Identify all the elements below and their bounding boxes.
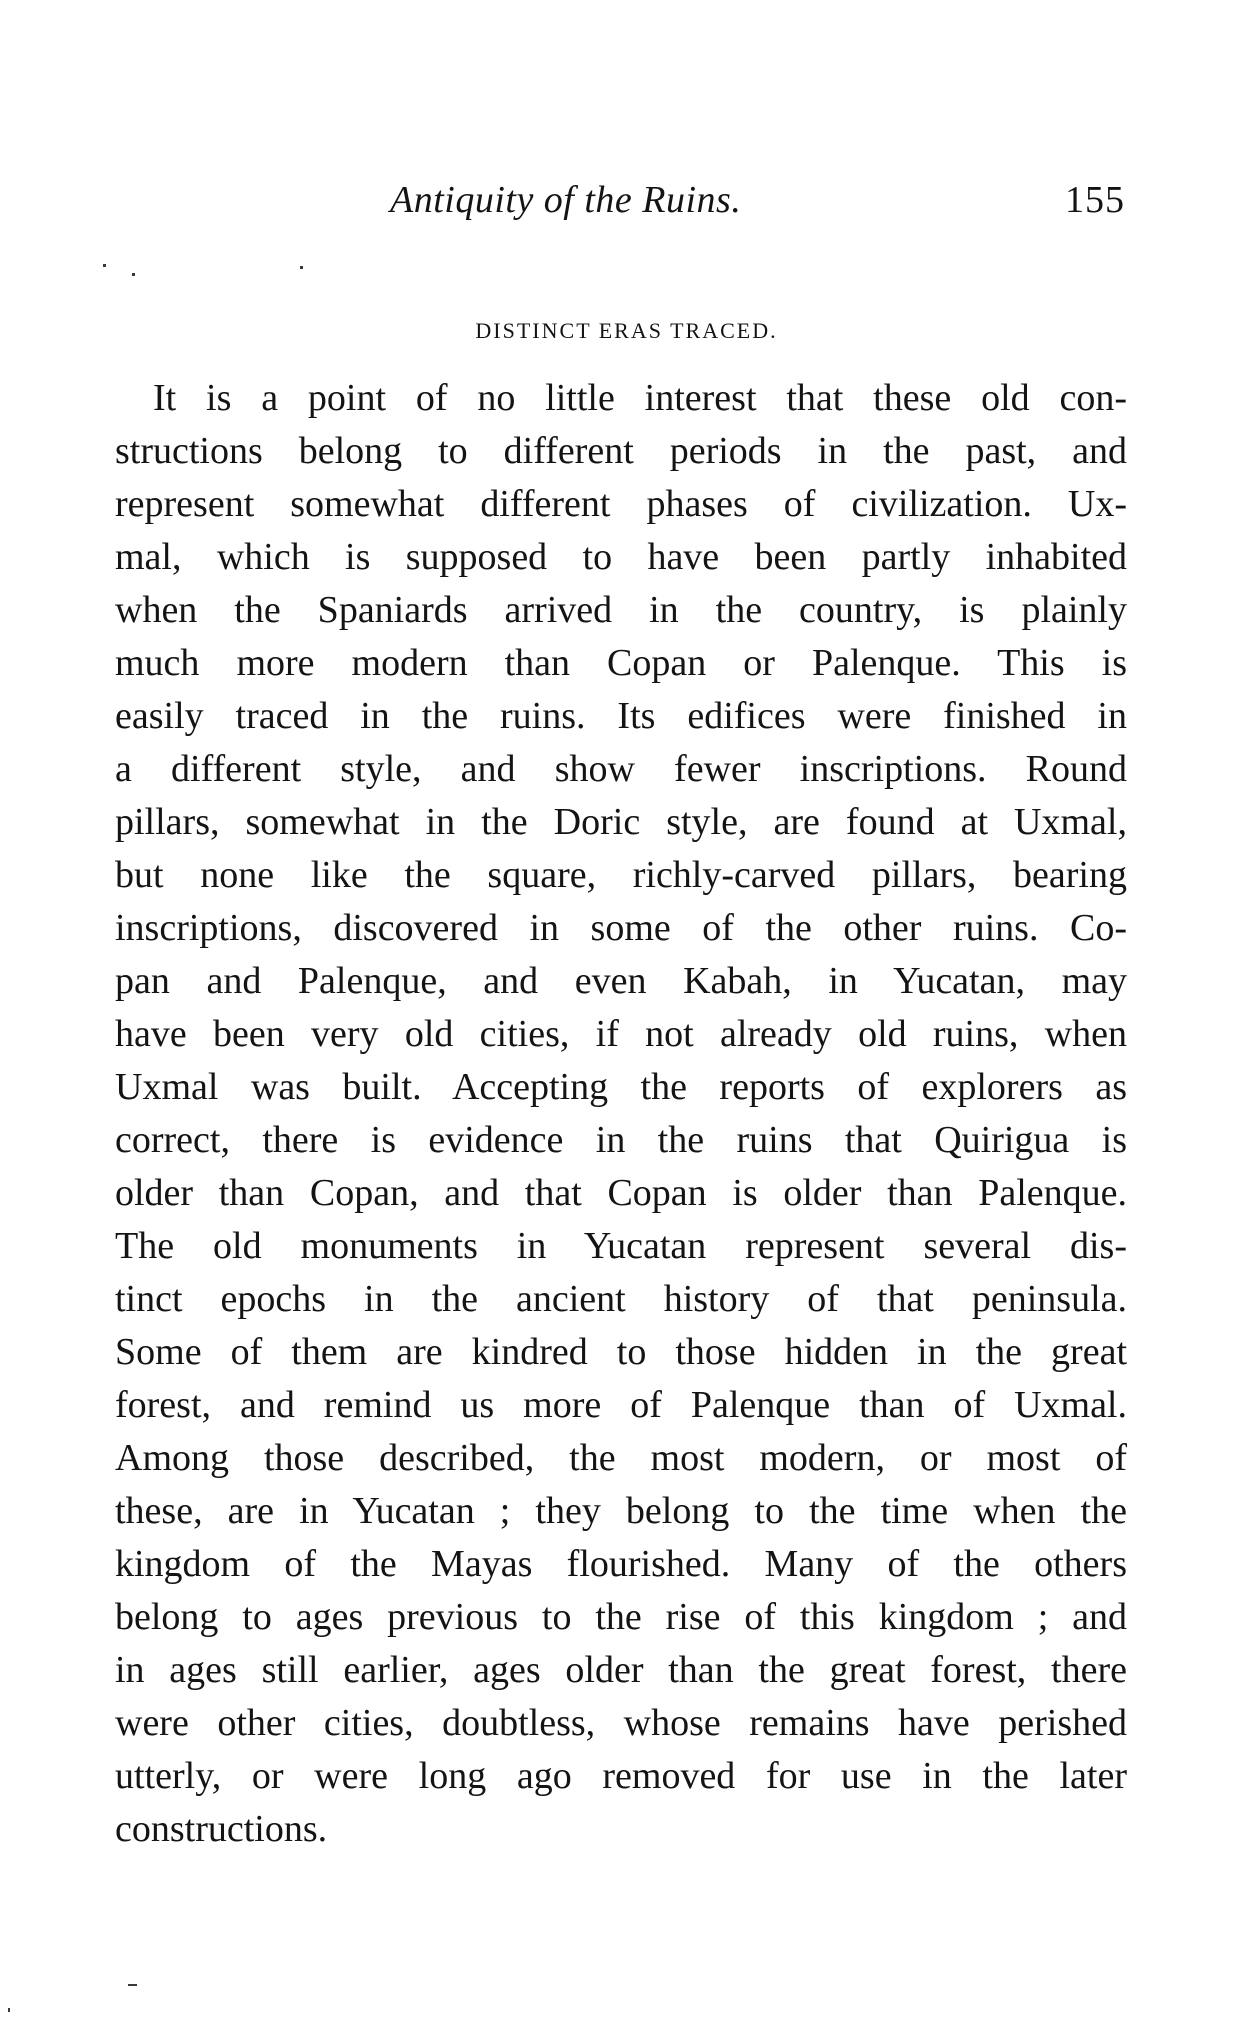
text-line: these, are in Yucatan ; they belong to the time when the bbox=[115, 1490, 1127, 1532]
scan-speck bbox=[8, 2008, 10, 2012]
text-line: inscriptions, discovered in some of the other ruins. Co- bbox=[115, 907, 1127, 949]
text-line: pillars, somewhat in the Doric style, are found at Uxmal, bbox=[115, 801, 1127, 843]
page-number: 155 bbox=[1065, 179, 1125, 221]
text-line: The old monuments in Yucatan represent several dis- bbox=[115, 1225, 1127, 1267]
text-line: mal, which is supposed to have been partly inhabited bbox=[115, 536, 1127, 578]
text-line: tinct epochs in the ancient history of that peninsula. bbox=[115, 1278, 1127, 1320]
body-paragraph bbox=[115, 372, 1127, 1856]
text-line: a different style, and show fewer inscriptions. Round bbox=[115, 748, 1127, 790]
text-line: utterly, or were long ago removed for use in the later bbox=[115, 1755, 1127, 1797]
text-line: much more modern than Copan or Palenque. This is bbox=[115, 642, 1127, 684]
text-line: were other cities, doubtless, whose remains have perished bbox=[115, 1702, 1127, 1744]
text-line: in ages still earlier, ages older than the great forest, there bbox=[115, 1649, 1127, 1691]
text-line: have been very old cities, if not already old ruins, when bbox=[115, 1013, 1127, 1055]
text-line: Some of them are kindred to those hidden in the great bbox=[115, 1331, 1127, 1373]
section-heading: DISTINCT ERAS TRACED. bbox=[475, 318, 778, 343]
scan-speck bbox=[103, 264, 106, 267]
text-line: forest, and remind us more of Palenque than of Uxmal. bbox=[115, 1384, 1127, 1426]
text-line: structions belong to different periods in the past, and bbox=[115, 430, 1127, 472]
text-line: Among those described, the most modern, or most of bbox=[115, 1437, 1127, 1479]
text-line: constructions. bbox=[115, 1808, 328, 1850]
text-line: kingdom of the Mayas flourished. Many of the others bbox=[115, 1543, 1127, 1585]
scan-speck bbox=[128, 1984, 137, 1986]
scan-speck bbox=[132, 273, 135, 276]
text-line: but none like the square, richly-carved pillars, bearing bbox=[115, 854, 1127, 896]
text-line: pan and Palenque, and even Kabah, in Yucatan, may bbox=[115, 960, 1127, 1002]
text-line: belong to ages previous to the rise of this kingdom ; and bbox=[115, 1596, 1127, 1638]
text-line: when the Spaniards arrived in the country, is plainly bbox=[115, 589, 1127, 631]
running-title: Antiquity of the Ruins. bbox=[390, 179, 742, 221]
text-line: older than Copan, and that Copan is older than Palenque. bbox=[115, 1172, 1127, 1214]
text-line: represent somewhat different phases of civilization. Ux- bbox=[115, 483, 1127, 525]
text-line: correct, there is evidence in the ruins that Quirigua is bbox=[115, 1119, 1127, 1161]
scan-speck bbox=[300, 266, 303, 269]
running-header bbox=[115, 178, 1125, 228]
text-line: Uxmal was built. Accepting the reports of explorers as bbox=[115, 1066, 1127, 1108]
text-line: It is a point of no little interest that these old con- bbox=[153, 377, 1127, 419]
text-line: easily traced in the ruins. Its edifices were finished in bbox=[115, 695, 1127, 737]
